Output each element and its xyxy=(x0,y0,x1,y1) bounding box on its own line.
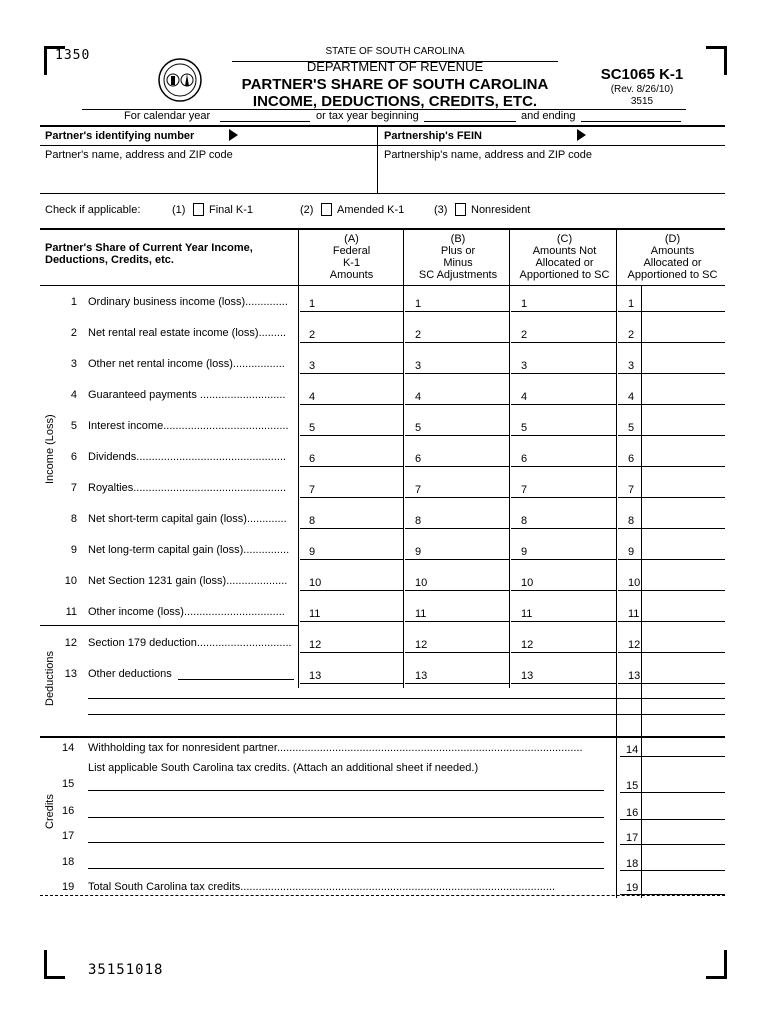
row-13-col-c-field[interactable] xyxy=(511,663,616,684)
row-6-col-c-field[interactable] xyxy=(511,446,616,467)
row-8-col-b-line-number: 8 xyxy=(415,515,422,527)
row-10-col-d-line-number: 10 xyxy=(628,577,641,589)
line-16-amount-field[interactable] xyxy=(620,819,725,820)
amended-k1-checkbox[interactable] xyxy=(321,203,332,216)
row-7-col-a-field[interactable] xyxy=(300,477,403,498)
corner-mark-bottom-left xyxy=(44,950,65,979)
row-4-label: Guaranteed payments ............................ xyxy=(88,389,286,401)
row-3-label: Other net rental income (loss)................. xyxy=(88,358,285,370)
row-2-label: Net rental real estate income (loss)......... xyxy=(88,327,287,339)
row-7-col-a-line-number: 7 xyxy=(309,484,316,496)
row-5-col-d-line-number: 5 xyxy=(628,422,635,434)
line-17-number: 17 xyxy=(62,830,75,842)
row-13-description-field[interactable] xyxy=(178,679,294,680)
row-1-col-a-field[interactable] xyxy=(300,291,403,312)
row-2-col-b-field[interactable] xyxy=(405,322,509,343)
row-7-col-c-field[interactable] xyxy=(511,477,616,498)
row-3-col-a-field[interactable] xyxy=(300,353,403,374)
row-12-col-b-field[interactable] xyxy=(405,632,509,653)
form-title-line1: PARTNER'S SHARE OF SOUTH CAROLINA xyxy=(241,76,549,93)
column-b-header: (B) Plus or Minus SC Adjustments xyxy=(418,233,498,281)
form-number: 3515 xyxy=(630,96,654,107)
row-11-col-c-line-number: 11 xyxy=(521,608,533,620)
row-6-col-a-field[interactable] xyxy=(300,446,403,467)
line-17-amount-field[interactable] xyxy=(620,844,725,845)
row-5-col-b-line-number: 5 xyxy=(415,422,422,434)
row-6-col-a-line-number: 6 xyxy=(309,453,316,465)
amended-k1-label: Amended K-1 xyxy=(337,204,405,216)
row-7-number: 7 xyxy=(70,482,77,494)
section-deductions-label: Deductions xyxy=(44,650,56,706)
row-10-col-b-field[interactable] xyxy=(405,570,509,591)
state-seal-icon xyxy=(158,58,202,102)
row-10-number: 10 xyxy=(64,575,77,587)
row-12-col-d-line-number: 12 xyxy=(628,639,641,651)
row-11-col-b-line-number: 11 xyxy=(415,608,427,620)
option-3-number: (3) xyxy=(434,204,448,216)
check-applicable-label: Check if applicable: xyxy=(45,204,141,216)
tax-year-beginning-label: or tax year beginning xyxy=(316,110,419,122)
row-9-col-c-line-number: 9 xyxy=(521,546,528,558)
section-credits-label: Credits xyxy=(44,794,56,829)
arrow-right-icon xyxy=(229,129,238,141)
column-c-header: (C) Amounts Not Allocated or Apportioned to SC xyxy=(519,233,610,281)
section-income-label: Income (Loss) xyxy=(44,414,56,484)
row-5-label: Interest income......................................... xyxy=(88,420,289,432)
line-17-credit-description-field[interactable] xyxy=(88,842,604,843)
row-2-col-d-line-number: 2 xyxy=(628,329,635,341)
line-16-credit-description-field[interactable] xyxy=(88,817,604,818)
row-13-col-a-field[interactable] xyxy=(300,663,403,684)
row-9-col-c-field[interactable] xyxy=(511,539,616,560)
row-4-col-d-field[interactable] xyxy=(618,384,725,405)
tax-year-ending-label: and ending xyxy=(521,110,576,122)
row-2-number: 2 xyxy=(70,327,77,339)
line-14-box-number: 14 xyxy=(626,744,639,756)
row-3-col-b-line-number: 3 xyxy=(415,360,422,372)
line-14-label: Withholding tax for nonresident partner.................................................................................................... xyxy=(88,742,583,754)
row-1-col-d-line-number: 1 xyxy=(628,298,635,310)
column-a-header: (A) Federal K-1 Amounts xyxy=(329,233,374,281)
row-13-col-a-line-number: 13 xyxy=(309,670,322,682)
row-13-col-c-line-number: 13 xyxy=(521,670,534,682)
row-12-label: Section 179 deduction............................... xyxy=(88,637,292,649)
line-15-amount-field[interactable] xyxy=(620,792,725,793)
row-4-col-a-field[interactable] xyxy=(300,384,403,405)
row-10-label: Net Section 1231 gain (loss).................... xyxy=(88,575,288,587)
row-4-col-c-line-number: 4 xyxy=(521,391,528,403)
row-11-col-a-field[interactable] xyxy=(300,601,403,622)
option-2-number: (2) xyxy=(300,204,314,216)
line-15-credit-description-field[interactable] xyxy=(88,790,604,791)
row-2-col-b-line-number: 2 xyxy=(415,329,422,341)
tax-year-ending-field[interactable] xyxy=(581,121,681,122)
row-7-col-b-line-number: 7 xyxy=(415,484,422,496)
row-5-col-c-line-number: 5 xyxy=(521,422,528,434)
line-15-box-number: 15 xyxy=(626,780,639,792)
row-5-col-a-field[interactable] xyxy=(300,415,403,436)
row-12-col-d-field[interactable] xyxy=(618,632,725,653)
row-8-label: Net short-term capital gain (loss)............. xyxy=(88,513,287,525)
line-18-number: 18 xyxy=(62,856,75,868)
row-13-col-b-field[interactable] xyxy=(405,663,509,684)
row-9-col-b-line-number: 9 xyxy=(415,546,422,558)
partnership-name-label: Partnership's name, address and ZIP code xyxy=(384,149,592,161)
row-8-col-b-field[interactable] xyxy=(405,508,509,529)
calendar-year-label: For calendar year xyxy=(124,110,211,122)
row-7-col-b-field[interactable] xyxy=(405,477,509,498)
partner-name-label: Partner's name, address and ZIP code xyxy=(45,149,233,161)
final-k1-checkbox[interactable] xyxy=(193,203,204,216)
row-3-col-d-line-number: 3 xyxy=(628,360,635,372)
row-4-number: 4 xyxy=(70,389,77,401)
row-5-col-b-field[interactable] xyxy=(405,415,509,436)
row-11-col-b-field[interactable] xyxy=(405,601,509,622)
row-4-col-b-line-number: 4 xyxy=(415,391,422,403)
row-5-number: 5 xyxy=(70,420,77,432)
state-name: STATE OF SOUTH CAROLINA xyxy=(325,46,465,57)
row-10-col-b-line-number: 10 xyxy=(415,577,428,589)
row-6-col-b-line-number: 6 xyxy=(415,453,422,465)
partnership-name-field[interactable] xyxy=(380,163,722,191)
row-4-col-b-field[interactable] xyxy=(405,384,509,405)
row-3-col-c-field[interactable] xyxy=(511,353,616,374)
row-10-col-a-line-number: 10 xyxy=(309,577,322,589)
line-14-amount-field[interactable] xyxy=(620,756,725,757)
row-12-col-a-field[interactable] xyxy=(300,632,403,653)
row-12-col-a-line-number: 12 xyxy=(309,639,322,651)
arrow-right-icon xyxy=(577,129,586,141)
barcode-number: 35151018 xyxy=(88,962,164,978)
row-12-col-b-line-number: 12 xyxy=(415,639,428,651)
row-13-col-d-field[interactable] xyxy=(618,663,725,684)
row-6-number: 6 xyxy=(70,451,77,463)
row-13-number: 13 xyxy=(64,668,77,680)
line-14-number: 14 xyxy=(62,742,75,754)
credits-note: List applicable South Carolina tax credits. (Attach an additional sheet if needed.) xyxy=(88,762,479,774)
row-8-col-c-line-number: 8 xyxy=(521,515,528,527)
row-6-label: Dividends................................................. xyxy=(88,451,287,463)
row-1-label: Ordinary business income (loss).............. xyxy=(88,296,288,308)
row-13-label: Other deductions xyxy=(88,668,172,680)
row-7-col-d-line-number: 7 xyxy=(628,484,635,496)
row-6-col-d-line-number: 6 xyxy=(628,453,635,465)
form-title-line2: INCOME, DEDUCTIONS, CREDITS, ETC. xyxy=(252,93,538,110)
corner-mark-bottom-right xyxy=(706,950,727,979)
line-17-box-number: 17 xyxy=(626,832,639,844)
line-15-number: 15 xyxy=(62,778,75,790)
row-13-col-d-line-number: 13 xyxy=(628,670,641,682)
row-2-col-d-field[interactable] xyxy=(618,322,725,343)
row-11-col-d-field[interactable] xyxy=(618,601,725,622)
row-6-col-b-field[interactable] xyxy=(405,446,509,467)
row-4-col-a-line-number: 4 xyxy=(309,391,316,403)
row-11-label: Other income (loss)................................. xyxy=(88,606,285,618)
row-9-col-b-field[interactable] xyxy=(405,539,509,560)
calendar-year-field[interactable] xyxy=(220,121,310,122)
line-18-amount-field[interactable] xyxy=(620,870,725,871)
row-1-number: 1 xyxy=(70,296,77,308)
form-revision: (Rev. 8/26/10) xyxy=(610,84,674,95)
row-4-col-d-line-number: 4 xyxy=(628,391,635,403)
row-12-number: 12 xyxy=(64,637,77,649)
row-8-col-a-line-number: 8 xyxy=(309,515,316,527)
other-deductions-extra-line[interactable] xyxy=(88,714,725,715)
line-19-number: 19 xyxy=(62,881,75,893)
row-1-col-c-line-number: 1 xyxy=(521,298,528,310)
partner-id-label: Partner's identifying number xyxy=(45,130,195,142)
line-19-label: Total South Carolina tax credits....................................................................................................... xyxy=(88,881,556,893)
row-2-col-c-line-number: 2 xyxy=(521,329,528,341)
row-8-col-a-field[interactable] xyxy=(300,508,403,529)
row-3-col-d-field[interactable] xyxy=(618,353,725,374)
row-1-col-d-field[interactable] xyxy=(618,291,725,312)
row-11-number: 11 xyxy=(65,606,77,618)
row-10-col-d-field[interactable] xyxy=(618,570,725,591)
line-16-box-number: 16 xyxy=(626,807,639,819)
row-10-col-c-line-number: 10 xyxy=(521,577,534,589)
row-8-col-d-line-number: 8 xyxy=(628,515,635,527)
row-3-number: 3 xyxy=(70,358,77,370)
row-4-col-c-field[interactable] xyxy=(511,384,616,405)
nonresident-checkbox[interactable] xyxy=(455,203,466,216)
final-k1-label: Final K-1 xyxy=(209,204,254,216)
row-8-col-d-field[interactable] xyxy=(618,508,725,529)
row-3-col-a-line-number: 3 xyxy=(309,360,316,372)
tax-year-beginning-field[interactable] xyxy=(424,121,516,122)
row-2-col-a-field[interactable] xyxy=(300,322,403,343)
row-7-col-c-line-number: 7 xyxy=(521,484,528,496)
partner-name-field[interactable] xyxy=(42,163,374,191)
row-9-col-d-line-number: 9 xyxy=(628,546,635,558)
row-1-col-b-line-number: 1 xyxy=(415,298,422,310)
row-11-col-d-line-number: 11 xyxy=(628,608,640,620)
department-name: DEPARTMENT OF REVENUE xyxy=(306,59,484,74)
row-8-col-c-field[interactable] xyxy=(511,508,616,529)
nonresident-label: Nonresident xyxy=(471,204,531,216)
table-title-line2: Deductions, Credits, etc. xyxy=(45,254,174,266)
row-11-col-a-line-number: 11 xyxy=(309,608,321,620)
line-18-credit-description-field[interactable] xyxy=(88,868,604,869)
corner-mark-top-right xyxy=(706,46,727,75)
row-9-label: Net long-term capital gain (loss)............... xyxy=(88,544,290,556)
row-10-col-c-field[interactable] xyxy=(511,570,616,591)
row-10-col-a-field[interactable] xyxy=(300,570,403,591)
form-code: 1350 xyxy=(55,48,91,63)
line-19-box-number: 19 xyxy=(626,882,639,894)
partnership-fein-label: Partnership's FEIN xyxy=(384,130,482,142)
row-12-col-c-field[interactable] xyxy=(511,632,616,653)
table-title-line1: Partner's Share of Current Year Income, xyxy=(45,242,253,254)
row-3-col-c-line-number: 3 xyxy=(521,360,528,372)
option-1-number: (1) xyxy=(172,204,186,216)
row-1-col-c-field[interactable] xyxy=(511,291,616,312)
row-9-number: 9 xyxy=(70,544,77,556)
row-5-col-d-field[interactable] xyxy=(618,415,725,436)
row-7-col-d-field[interactable] xyxy=(618,477,725,498)
line-18-box-number: 18 xyxy=(626,858,639,870)
other-deductions-extra-line[interactable] xyxy=(88,698,725,699)
row-9-col-a-field[interactable] xyxy=(300,539,403,560)
row-13-col-b-line-number: 13 xyxy=(415,670,428,682)
row-1-col-b-field[interactable] xyxy=(405,291,509,312)
row-9-col-d-field[interactable] xyxy=(618,539,725,560)
row-5-col-a-line-number: 5 xyxy=(309,422,316,434)
row-1-col-a-line-number: 1 xyxy=(309,298,316,310)
row-11-col-c-field[interactable] xyxy=(511,601,616,622)
row-2-col-a-line-number: 2 xyxy=(309,329,316,341)
row-2-col-c-field[interactable] xyxy=(511,322,616,343)
row-8-number: 8 xyxy=(70,513,77,525)
row-5-col-c-field[interactable] xyxy=(511,415,616,436)
column-d-header: (D) Amounts Allocated or Apportioned to SC xyxy=(627,233,718,281)
row-3-col-b-field[interactable] xyxy=(405,353,509,374)
row-6-col-d-field[interactable] xyxy=(618,446,725,467)
row-6-col-c-line-number: 6 xyxy=(521,453,528,465)
row-7-label: Royalties.................................................. xyxy=(88,482,287,494)
form-id: SC1065 K-1 xyxy=(600,66,684,83)
row-12-col-c-line-number: 12 xyxy=(521,639,534,651)
row-9-col-a-line-number: 9 xyxy=(309,546,316,558)
line-16-number: 16 xyxy=(62,805,75,817)
